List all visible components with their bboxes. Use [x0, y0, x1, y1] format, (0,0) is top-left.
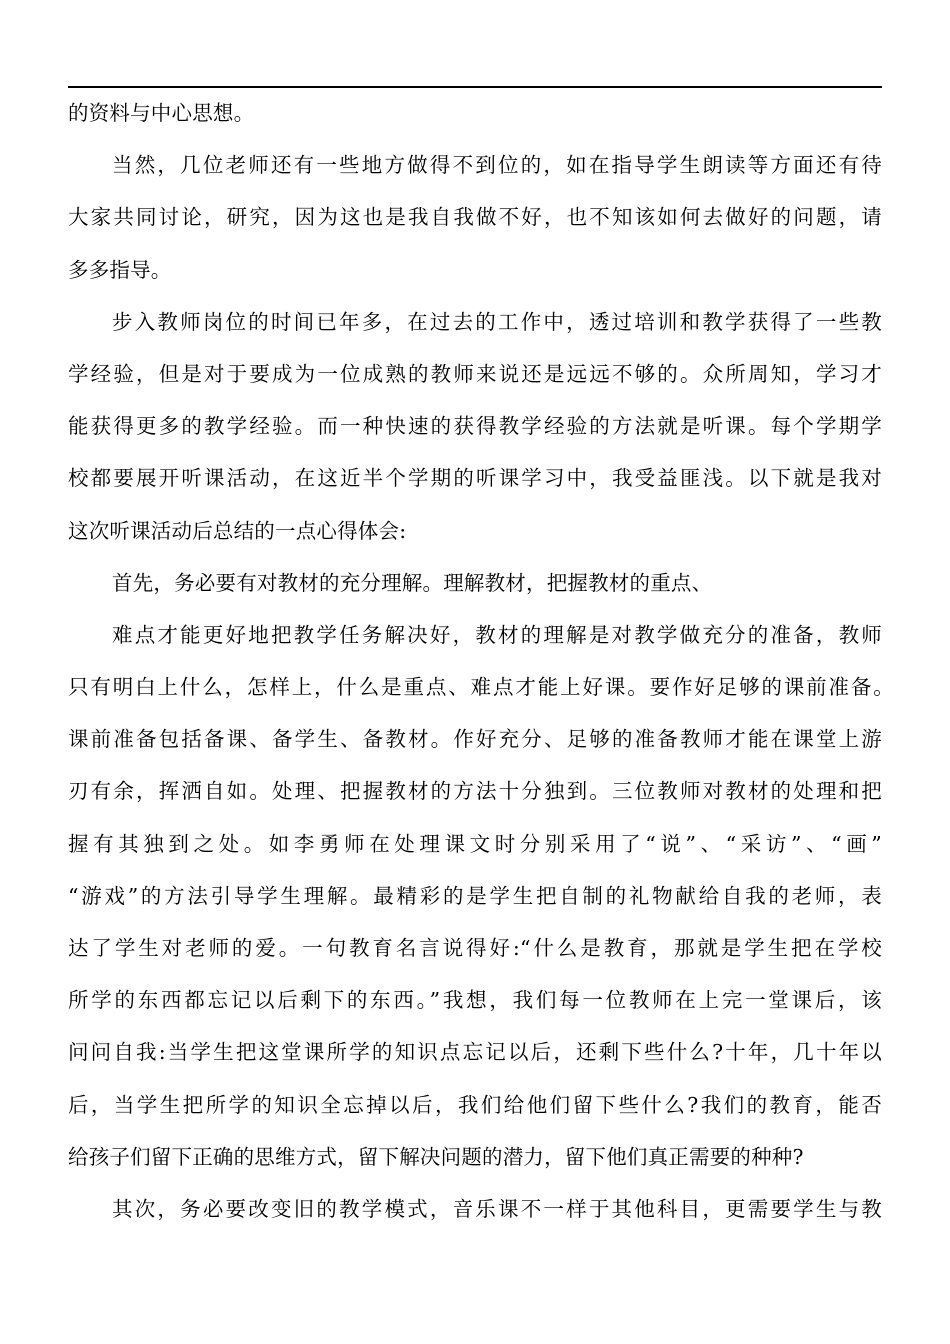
text-line: 难点才能更好地把教学任务解决好，教材的理解是对教学做充分的准备，教师	[112, 622, 882, 647]
text-line: 达了学生对老师的爱。一句教育名言说得好:“什么是教育，那就是学生把在学校	[68, 936, 882, 960]
text-line: 只有明白上什么，怎样上，什么是重点、难点才能上好课。要作好足够的课前准备。	[68, 675, 894, 700]
text-line: 步入教师岗位的时间已年多，在过去的工作中，透过培训和教学获得了一些教	[112, 309, 882, 334]
text-line: 课前准备包括备课、备学生、备教材。作好充分、足够的准备教师才能在课堂上游	[68, 727, 882, 752]
text-line: 首先，务必要有对教材的充分理解。理解教材，把握教材的重点、	[112, 570, 713, 595]
text-line: 给孩子们留下正确的思维方式，留下解决问题的潜力，留下他们真正需要的种种?	[68, 1144, 804, 1169]
text-line: 其次，务必要改变旧的教学模式，音乐课不一样于其他科目，更需要学生与教	[112, 1196, 882, 1221]
text-line: 刃有余，挥洒自如。处理、把握教材的方法十分独到。三位教师对教材的处理和把	[68, 779, 882, 804]
text-line: 的资料与中心思想。	[68, 101, 255, 125]
text-line: 校都要展开听课活动，在这近半个学期的听课学习中，我受益匪浅。以下就是我对	[68, 466, 882, 491]
text-line: 学经验，但是对于要成为一位成熟的教师来说还是远远不够的。众所周知，学习才	[68, 361, 882, 386]
text-line: 能获得更多的教学经验。而一种快速的获得教学经验的方法就是听课。每个学期学	[68, 414, 882, 439]
text-line: 问问自我:当学生把这堂课所学的知识点忘记以后，还剩下些什么?十年，几十年以	[68, 1040, 882, 1065]
text-line: 这次听课活动后总结的一点心得体会:	[68, 518, 407, 543]
text-line: 所学的东西都忘记以后剩下的东西。”我想，我们每一位教师在上完一堂课后，该	[68, 988, 882, 1013]
body-text	[68, 92, 894, 1240]
text-line: 当然，几位老师还有一些地方做得不到位的，如在指导学生朗读等方面还有待	[112, 153, 882, 178]
text-line: 后，当学生把所学的知识全忘掉以后，我们给他们留下些什么?我们的教育，能否	[68, 1092, 882, 1117]
text-line: “游戏”的方法引导学生理解。最精彩的是学生把自制的礼物献给自我的老师，表	[68, 883, 882, 908]
text-line: 大家共同讨论，研究，因为这也是我自我做不好，也不知该如何去做好的问题，请	[68, 205, 882, 230]
text-line: 多多指导。	[68, 257, 172, 282]
header-rule	[68, 86, 882, 88]
text-line: 握有其独到之处。如李勇师在处理课文时分别采用了“说”、“采访”、“画”	[68, 831, 882, 856]
